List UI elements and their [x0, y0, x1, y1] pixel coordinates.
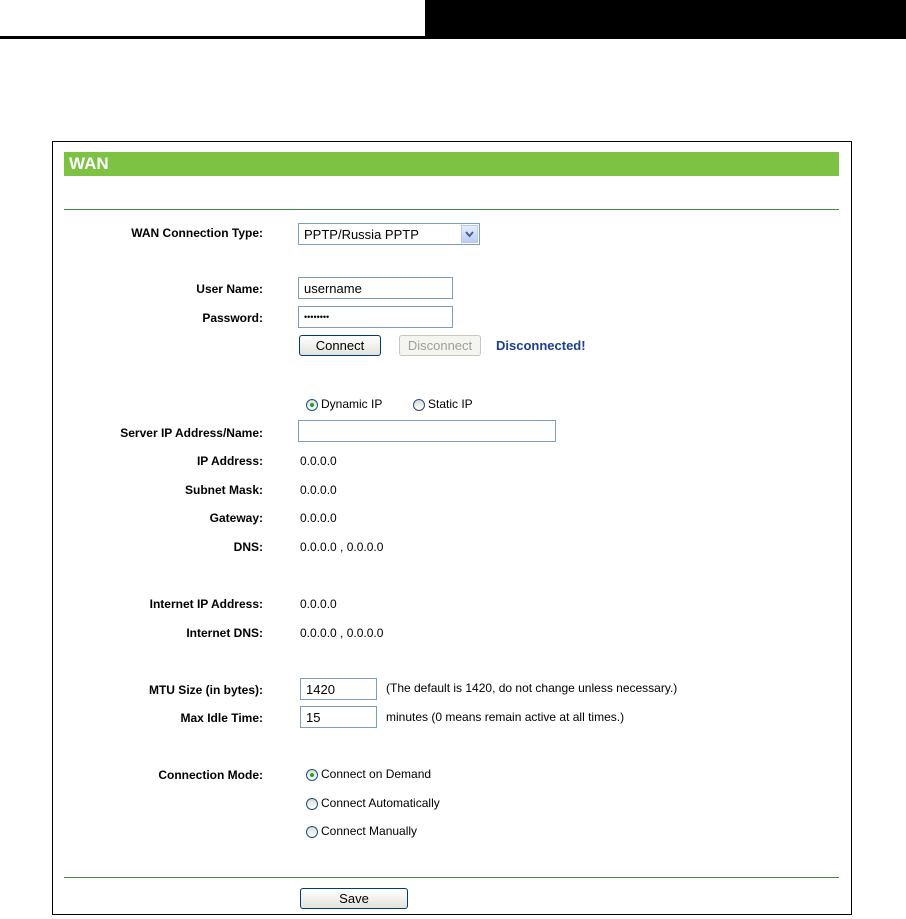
- internet-ip-label: Internet IP Address:: [149, 597, 263, 611]
- connect-on-demand-radio[interactable]: [306, 769, 318, 781]
- subnet-mask-label: Subnet Mask:: [184, 483, 263, 497]
- document-header-block: [425, 0, 906, 39]
- gateway-label: Gateway:: [209, 511, 263, 525]
- internet-dns-label: Internet DNS:: [186, 626, 263, 640]
- dynamic-ip-radio[interactable]: [306, 399, 318, 411]
- bottom-divider: [64, 877, 839, 878]
- ip-address-value: 0.0.0.0: [300, 454, 337, 468]
- internet-dns-value: 0.0.0.0 , 0.0.0.0: [300, 626, 384, 640]
- server-address-label: Server IP Address/Name:: [120, 426, 263, 440]
- top-divider: [64, 209, 839, 210]
- user-name-input[interactable]: username: [298, 277, 453, 299]
- dynamic-ip-label: Dynamic IP: [321, 397, 383, 411]
- connect-manually-radio[interactable]: [306, 826, 318, 838]
- gateway-value: 0.0.0.0: [300, 511, 337, 525]
- max-idle-note: minutes (0 means remain active at all times.): [386, 710, 625, 724]
- connect-automatically-label: Connect Automatically: [321, 796, 440, 810]
- save-button[interactable]: Save: [300, 888, 408, 909]
- internet-ip-value: 0.0.0.0: [300, 597, 337, 611]
- server-address-input[interactable]: [298, 420, 556, 442]
- disconnect-button[interactable]: Disconnect: [399, 335, 481, 356]
- password-input[interactable]: ••••••••: [298, 306, 453, 328]
- subnet-mask-value: 0.0.0.0: [300, 483, 337, 497]
- connect-on-demand-label: Connect on Demand: [321, 767, 432, 781]
- user-name-label: User Name:: [196, 282, 263, 296]
- dns-value: 0.0.0.0 , 0.0.0.0: [300, 540, 384, 554]
- wan-type-select[interactable]: [298, 223, 480, 245]
- connect-manually-label: Connect Manually: [321, 824, 418, 838]
- password-label: Password:: [202, 311, 263, 325]
- connection-mode-label: Connection Mode:: [158, 768, 263, 782]
- static-ip-label: Static IP: [428, 397, 473, 411]
- connect-button[interactable]: Connect: [299, 335, 381, 356]
- wan-settings-panel: [52, 141, 852, 915]
- static-ip-radio[interactable]: [413, 399, 425, 411]
- connect-automatically-radio[interactable]: [306, 798, 318, 810]
- max-idle-label: Max Idle Time:: [180, 711, 263, 725]
- mtu-label: MTU Size (in bytes):: [148, 683, 263, 697]
- connection-status: Disconnected!: [496, 338, 586, 353]
- panel-title: WAN: [64, 152, 839, 176]
- mtu-note: (The default is 1420, do not change unless necessary.): [386, 681, 678, 695]
- dropdown-arrow-icon[interactable]: [461, 225, 478, 243]
- wan-type-label: WAN Connection Type:: [131, 226, 263, 240]
- ip-address-label: IP Address:: [196, 454, 263, 468]
- wan-type-selected: PPTP/Russia PPTP: [304, 227, 419, 242]
- dns-label: DNS:: [233, 540, 263, 554]
- mtu-input[interactable]: 1420: [300, 678, 377, 700]
- max-idle-input[interactable]: 15: [300, 706, 377, 728]
